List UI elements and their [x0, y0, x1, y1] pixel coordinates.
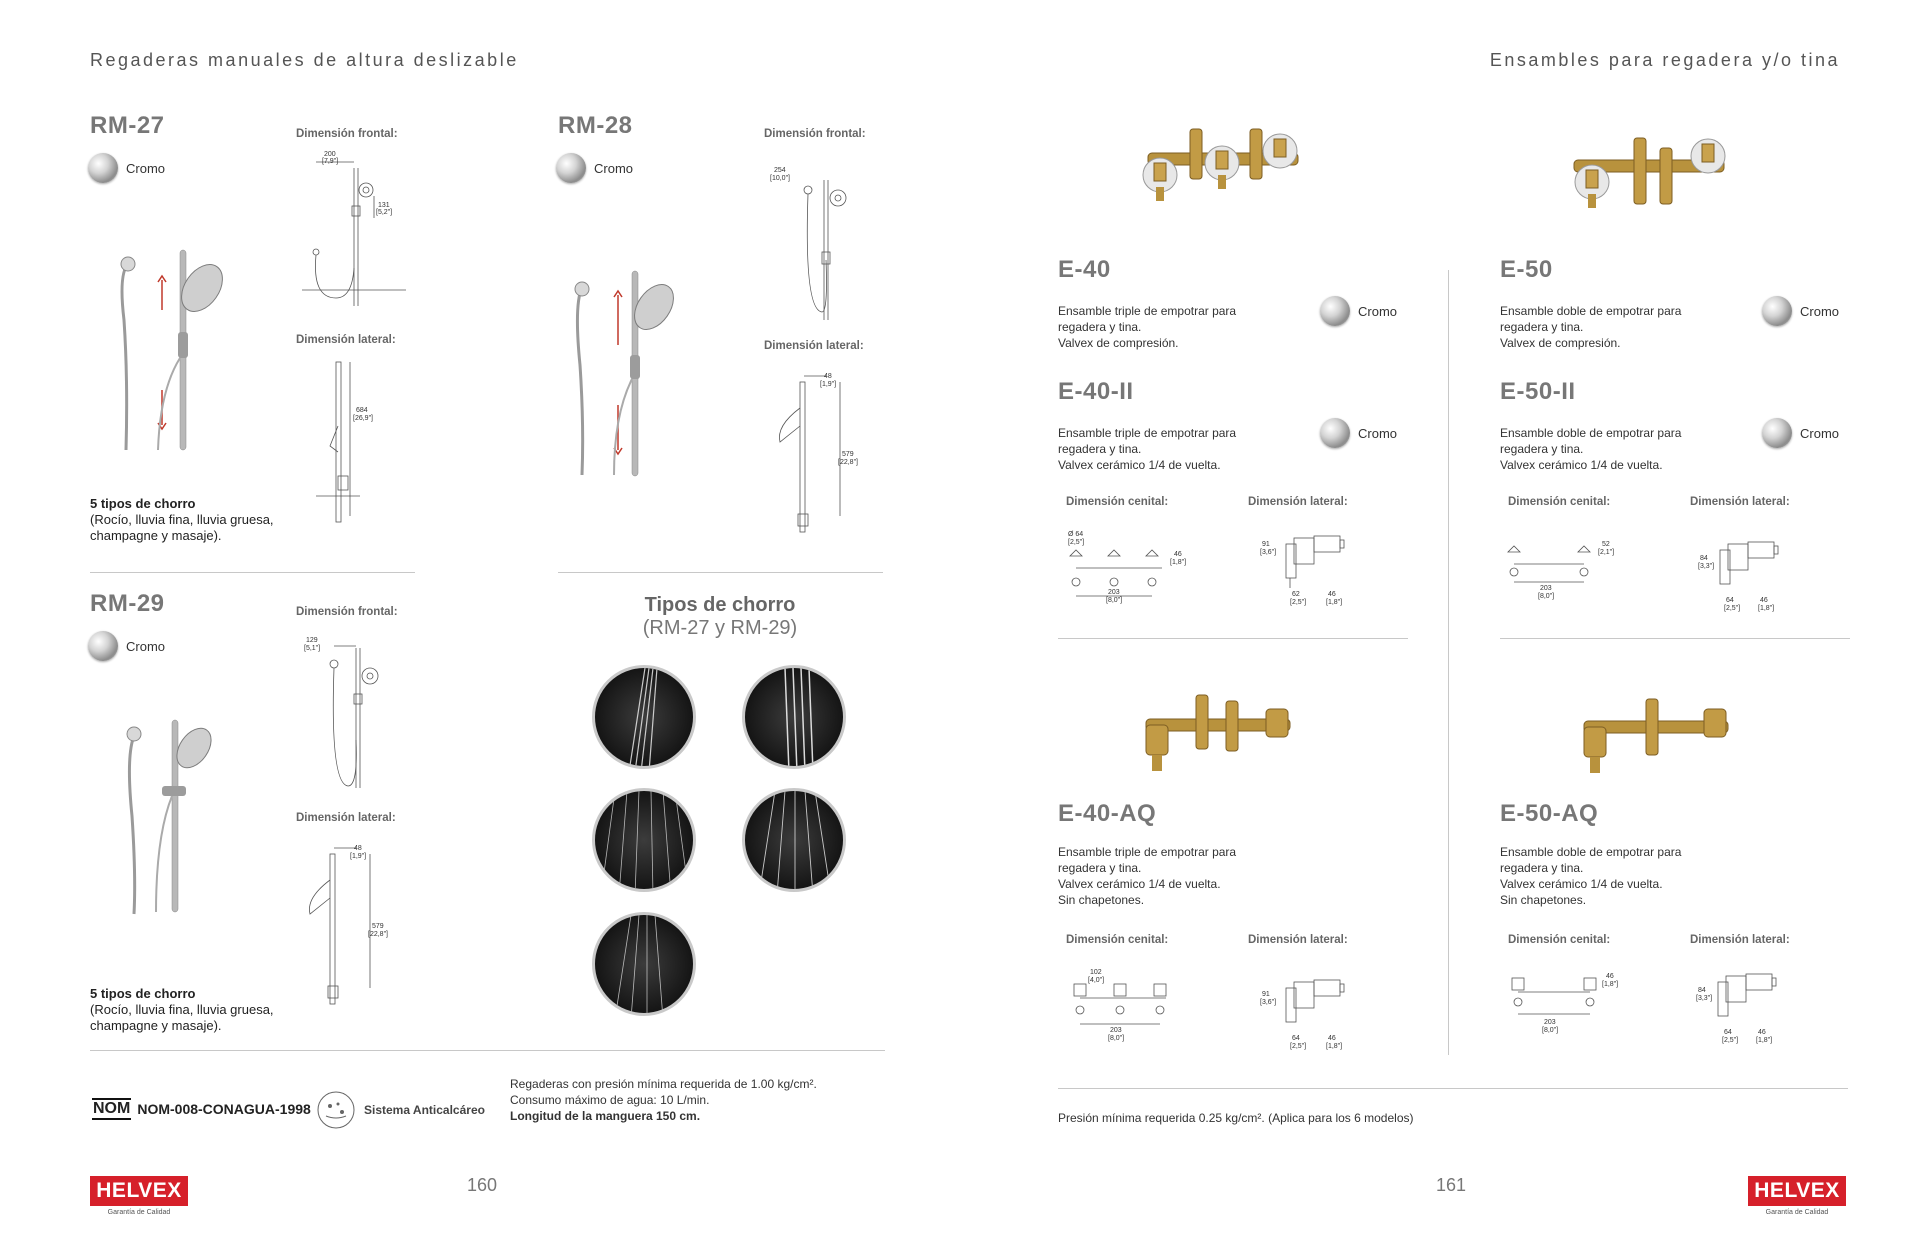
brand-logo: HELVEX	[90, 1176, 188, 1206]
dim-text: [3,3"]	[1696, 995, 1713, 1002]
dim-text: 46	[1758, 1029, 1766, 1036]
rm28-dim-frontal-label: Dimensión frontal:	[764, 128, 866, 140]
divider	[90, 572, 415, 573]
dim-text: [2,5"]	[1724, 605, 1741, 612]
finish-e-40-ii: Cromo	[1320, 418, 1397, 448]
jets-title: 5 tipos de chorro	[90, 496, 196, 511]
chrome-swatch-icon	[88, 631, 118, 661]
jet-type-image	[742, 665, 846, 769]
jets-desc: champagne y masaje).	[90, 528, 222, 543]
shower-kit-rm-27-image	[110, 240, 240, 460]
e40-lateral-drawing	[1260, 522, 1360, 612]
dim-text: 64	[1292, 1035, 1300, 1042]
brand-tagline: Garantía de Calidad	[1765, 1209, 1829, 1216]
dim-text: [22,8"]	[838, 459, 858, 466]
rm28-lateral-drawing	[770, 366, 880, 546]
dim-text: 84	[1700, 555, 1708, 562]
chrome-swatch-icon	[88, 153, 118, 183]
rm27-jets-info	[90, 496, 320, 544]
dim-text: 91	[1262, 541, 1270, 548]
e50-dim-cenital-label: Dimensión cenital:	[1508, 496, 1611, 508]
shower-kit-rm-28-image	[570, 265, 690, 485]
e40aq-lateral-drawing	[1260, 966, 1360, 1056]
model-e-40-aq: E-40-AQ	[1058, 800, 1157, 827]
divider	[1058, 638, 1408, 639]
dim-text: [8,0"]	[1538, 593, 1555, 600]
dim-text: [8,0"]	[1106, 597, 1123, 604]
desc-line: Ensamble doble de empotrar para	[1500, 304, 1682, 318]
dim-text: [1,8"]	[1170, 559, 1187, 566]
rm29-frontal-drawing	[300, 634, 410, 804]
jets-title: 5 tipos de chorro	[90, 986, 196, 1001]
dim-text: [3,6"]	[1260, 999, 1277, 1006]
chrome-swatch-icon	[556, 153, 586, 183]
e50-cenital-drawing	[1500, 536, 1630, 606]
dim-text: 64	[1724, 1029, 1732, 1036]
chrome-swatch-icon	[1320, 296, 1350, 326]
e50aq-lateral-drawing	[1696, 962, 1796, 1052]
jet-types-title: Tipos de chorro	[644, 594, 796, 616]
dim-text: [1,8"]	[1758, 605, 1775, 612]
dim-text: [1,8"]	[1326, 599, 1343, 606]
brand-logo: HELVEX	[1748, 1176, 1846, 1206]
hose-length-note: Longitud de la manguera 150 cm.	[510, 1109, 701, 1123]
dim-text: [26,9"]	[353, 415, 373, 422]
rm28-frontal-drawing	[768, 160, 878, 330]
nom-certification	[92, 1098, 311, 1120]
anticalc-feature	[316, 1090, 485, 1130]
model-e-40-ii: E-40-II	[1058, 378, 1134, 405]
dim-text: 91	[1262, 991, 1270, 998]
model-e-40: E-40	[1058, 256, 1111, 283]
brand-tagline: Garantía de Calidad	[107, 1209, 171, 1216]
jets-desc: (Rocío, lluvia fina, lluvia gruesa,	[90, 512, 274, 527]
e40aq-dim-cenital-label: Dimensión cenital:	[1066, 934, 1169, 946]
chrome-swatch-icon	[1762, 418, 1792, 448]
desc-line: Ensamble triple de empotrar para	[1058, 304, 1237, 318]
dim-text: 64	[1726, 597, 1734, 604]
dim-text: 129	[306, 637, 318, 644]
rm29-jets-info	[90, 986, 320, 1034]
model-rm-28: RM-28	[558, 112, 633, 139]
dim-text: 203	[1544, 1019, 1556, 1026]
dim-text: [1,9"]	[350, 853, 367, 860]
dim-text: 579	[842, 451, 854, 458]
dim-text: [8,0"]	[1108, 1035, 1125, 1042]
desc-line: Sin chapetones.	[1500, 893, 1587, 907]
e40aq-dim-lateral-label: Dimensión lateral:	[1248, 934, 1348, 946]
dim-text: [1,9"]	[820, 381, 837, 388]
divider	[90, 1050, 885, 1051]
desc-line: Valvex cerámico 1/4 de vuelta.	[1058, 877, 1221, 891]
model-rm-29: RM-29	[90, 590, 165, 617]
desc-line: Valvex cerámico 1/4 de vuelta.	[1500, 458, 1663, 472]
desc-line: Ensamble triple de empotrar para	[1058, 426, 1237, 440]
desc-line: Valvex cerámico 1/4 de vuelta.	[1058, 458, 1221, 472]
valve-assembly-e50-image	[1560, 118, 1740, 228]
dim-text: 84	[1698, 987, 1706, 994]
desc-e-40	[1058, 303, 1278, 351]
e50aq-dim-cenital-label: Dimensión cenital:	[1508, 934, 1611, 946]
rm29-dim-frontal-label: Dimensión frontal:	[296, 606, 398, 618]
finish-e-50-ii: Cromo	[1762, 418, 1839, 448]
finish-rm-27: Cromo	[88, 153, 165, 183]
desc-line: regadera y tina.	[1058, 861, 1142, 875]
dim-text: [1,8"]	[1602, 981, 1619, 988]
chrome-swatch-icon	[1762, 296, 1792, 326]
nom-badge: NOM	[92, 1098, 131, 1120]
rm27-frontal-drawing	[296, 148, 416, 328]
desc-line: Ensamble doble de empotrar para	[1500, 426, 1682, 440]
rm27-lateral-drawing	[316, 356, 416, 536]
chrome-swatch-icon	[1320, 418, 1350, 448]
e40-dim-lateral-label: Dimensión lateral:	[1248, 496, 1348, 508]
model-e-50-aq: E-50-AQ	[1500, 800, 1599, 827]
finish-e-40: Cromo	[1320, 296, 1397, 326]
desc-line: regadera y tina.	[1058, 320, 1142, 334]
left-page-header: Regaderas manuales de altura deslizable	[90, 50, 519, 70]
jets-desc: (Rocío, lluvia fina, lluvia gruesa,	[90, 1002, 274, 1017]
anticalc-icon	[316, 1090, 356, 1130]
page-number-right: 161	[1436, 1175, 1467, 1195]
dim-text: 254	[774, 167, 786, 174]
dim-text: Ø 64	[1068, 531, 1084, 538]
dim-text: 46	[1760, 597, 1768, 604]
desc-line: Ensamble triple de empotrar para	[1058, 845, 1237, 859]
e50-lateral-drawing	[1698, 530, 1798, 618]
jet-type-image	[592, 788, 696, 892]
desc-line: regadera y tina.	[1500, 442, 1584, 456]
dim-text: [2,5"]	[1722, 1037, 1739, 1044]
desc-e-50	[1500, 303, 1720, 351]
anticalc-label: Sistema Anticalcáreo	[364, 1103, 485, 1117]
desc-line: Valvex de compresión.	[1500, 336, 1621, 350]
dim-text: 48	[354, 845, 362, 852]
dim-text: [22,8"]	[368, 931, 388, 938]
pressure-note: Regaderas con presión mínima requerida de 1.00 kg/cm².	[510, 1077, 817, 1091]
dim-text: 52	[1602, 541, 1610, 548]
divider	[1500, 638, 1850, 639]
desc-line: Valvex cerámico 1/4 de vuelta.	[1500, 877, 1663, 891]
dim-text: [8,0"]	[1542, 1027, 1559, 1034]
desc-line: regadera y tina.	[1500, 861, 1584, 875]
e50aq-dim-lateral-label: Dimensión lateral:	[1690, 934, 1790, 946]
e40aq-cenital-drawing	[1070, 970, 1190, 1050]
dim-text: 203	[1540, 585, 1552, 592]
helvex-logo-left	[90, 1176, 188, 1216]
nom-text: NOM-008-CONAGUA-1998	[137, 1101, 311, 1117]
desc-e-40-aq	[1058, 844, 1298, 908]
dim-text: [2,1"]	[1598, 549, 1615, 556]
dim-text: 46	[1174, 551, 1182, 558]
consumption-note: Consumo máximo de agua: 10 L/min.	[510, 1093, 710, 1107]
dim-text: [2,5"]	[1068, 539, 1085, 546]
rm27-dim-frontal-label: Dimensión frontal:	[296, 128, 398, 140]
dim-text: 200	[324, 151, 336, 158]
model-rm-27: RM-27	[90, 112, 165, 139]
divider	[1058, 1088, 1848, 1089]
dim-text: [3,6"]	[1260, 549, 1277, 556]
valve-assembly-e40aq-image	[1130, 685, 1300, 785]
desc-line: regadera y tina.	[1058, 442, 1142, 456]
right-footer-note: Presión mínima requerida 0.25 kg/cm². (Aplica para los 6 modelos)	[1058, 1111, 1414, 1125]
jet-types-heading	[560, 594, 880, 640]
finish-rm-28: Cromo	[556, 153, 633, 183]
dim-text: 62	[1292, 591, 1300, 598]
desc-line: Ensamble doble de empotrar para	[1500, 845, 1682, 859]
finish-e-50: Cromo	[1762, 296, 1839, 326]
dim-text: [1,8"]	[1756, 1037, 1773, 1044]
dim-text: 131	[378, 202, 390, 209]
right-page-header: Ensambles para regadera y/o tina	[1489, 50, 1840, 70]
valve-assembly-e50aq-image	[1570, 685, 1740, 785]
desc-e-50-aq	[1500, 844, 1740, 908]
dim-text: [2,5"]	[1290, 599, 1307, 606]
e50-dim-lateral-label: Dimensión lateral:	[1690, 496, 1790, 508]
desc-line: Sin chapetones.	[1058, 893, 1145, 907]
left-footer-note	[510, 1076, 890, 1124]
desc-e-50-ii	[1500, 425, 1720, 473]
column-divider	[1448, 270, 1449, 1055]
dim-text: 579	[372, 923, 384, 930]
dim-text: 46	[1328, 591, 1336, 598]
dim-text: [2,5"]	[1290, 1043, 1307, 1050]
e50aq-cenital-drawing	[1506, 970, 1636, 1040]
dim-text: 203	[1110, 1027, 1122, 1034]
desc-line: regadera y tina.	[1500, 320, 1584, 334]
jet-types-subtitle: (RM-27 y RM-29)	[642, 617, 798, 639]
shower-kit-rm-29-image	[120, 716, 230, 916]
dim-text: 203	[1108, 589, 1120, 596]
dim-text: 46	[1328, 1035, 1336, 1042]
page-number-left: 160	[467, 1175, 498, 1195]
dim-text: [3,3"]	[1698, 563, 1715, 570]
dim-text: 48	[824, 373, 832, 380]
jets-desc: champagne y masaje).	[90, 1018, 222, 1033]
dim-text: [5,2"]	[376, 209, 393, 216]
rm27-dim-lateral-label: Dimensión lateral:	[296, 334, 396, 346]
e40-cenital-drawing	[1066, 526, 1206, 611]
finish-rm-29: Cromo	[88, 631, 165, 661]
dim-text: [7,9"]	[322, 158, 339, 165]
valve-assembly-e40-image	[1130, 115, 1310, 215]
e40-dim-cenital-label: Dimensión cenital:	[1066, 496, 1169, 508]
jet-type-image	[592, 665, 696, 769]
dim-text: [10,0"]	[770, 175, 790, 182]
dim-text: [5,1"]	[304, 645, 321, 652]
dim-text: 684	[356, 407, 368, 414]
rm29-dim-lateral-label: Dimensión lateral:	[296, 812, 396, 824]
jet-type-image	[592, 912, 696, 1016]
divider	[558, 572, 883, 573]
jet-type-image	[742, 788, 846, 892]
helvex-logo-right	[1748, 1176, 1846, 1216]
model-e-50-ii: E-50-II	[1500, 378, 1576, 405]
dim-text: 46	[1606, 973, 1614, 980]
dim-text: [1,8"]	[1326, 1043, 1343, 1050]
dim-text: [4,0"]	[1088, 977, 1105, 984]
desc-line: Valvex de compresión.	[1058, 336, 1179, 350]
dim-text: 102	[1090, 969, 1102, 976]
model-e-50: E-50	[1500, 256, 1553, 283]
rm28-dim-lateral-label: Dimensión lateral:	[764, 340, 864, 352]
desc-e-40-ii	[1058, 425, 1278, 473]
